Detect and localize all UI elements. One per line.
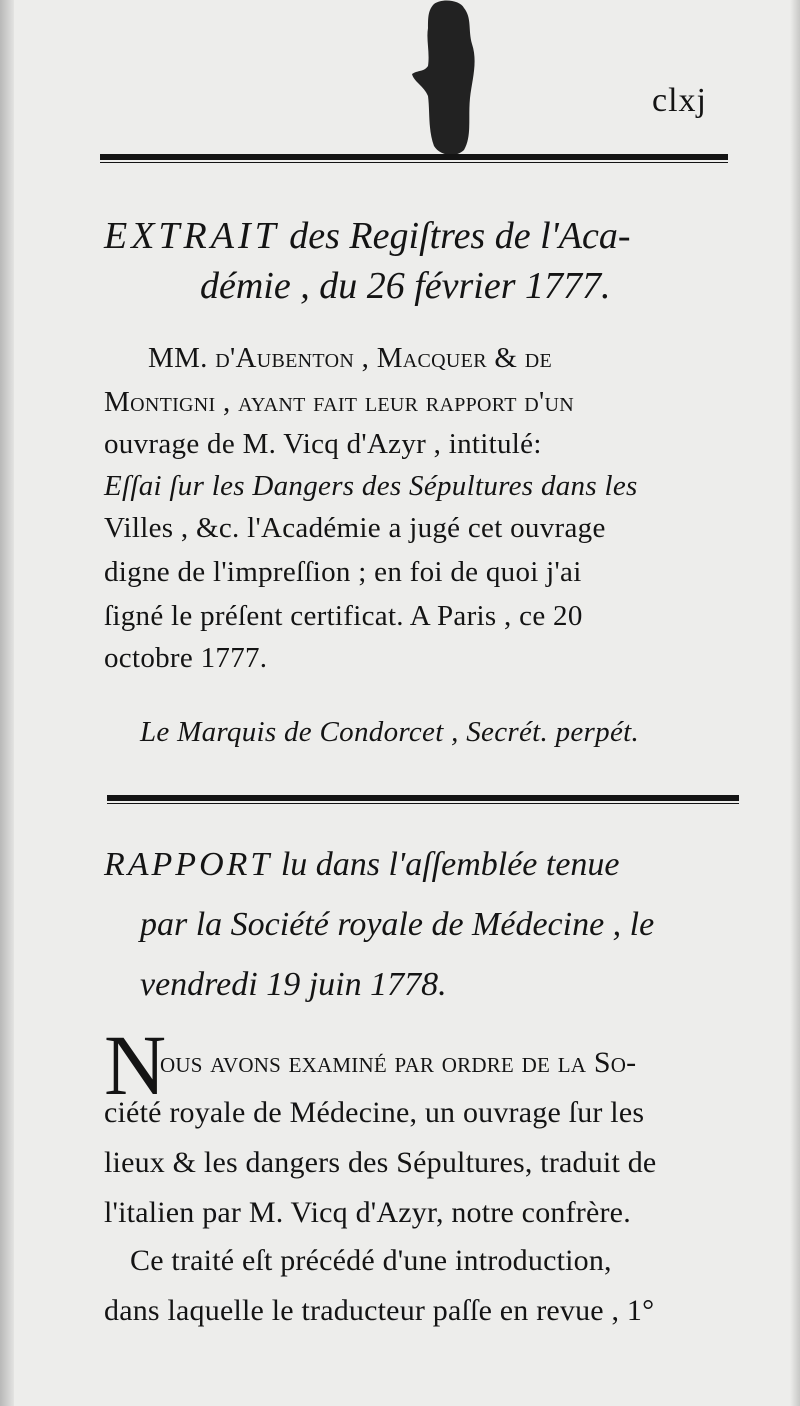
drop-cap-letter: N [104, 1017, 167, 1113]
rapport-heading-line-3: vendredi 19 juin 1778. [140, 966, 447, 1003]
section-rule [107, 795, 739, 801]
rapport-body-line: dans laquelle le traducteur paſſe en revue , 1° [104, 1294, 655, 1327]
extrait-body-line: MM. d'Aubenton , Macquer & de [148, 342, 553, 374]
extrait-body-line: Villes , &c. l'Académie a jugé cet ouvrage [104, 512, 606, 544]
extrait-body-line: Montigni , ayant fait leur rapport d'un [104, 386, 575, 418]
rapport-body-line: ciété royale de Médecine, un ouvrage ſur les [104, 1096, 645, 1129]
page-binding-shadow [0, 0, 14, 1406]
extrait-body-line: octobre 1777. [104, 642, 268, 674]
rapport-heading-caps: RAPPORT [104, 846, 273, 883]
rapport-body-line: Ce traité eſt précédé d'une introduction, [130, 1244, 612, 1277]
rapport-first-line-text: ous avons examiné par ordre de la So- [160, 1046, 637, 1079]
extrait-body-line: ouvrage de M. Vicq d'Azyr , intitulé: [104, 428, 542, 460]
extrait-body-line: ſigné le préſent certificat. A Paris , ce 20 [104, 600, 583, 632]
ink-stain-mark [412, 0, 482, 158]
header-rule-thin [100, 162, 728, 163]
extrait-heading-line-2: démie , du 26 février 1777. [200, 265, 611, 307]
extrait-heading-rest: des Regiſtres de l'Aca- [279, 215, 631, 257]
extrait-heading-caps: EXTRAIT [104, 215, 280, 257]
extrait-body-line: digne de l'impreſſion ; en foi de quoi j'ai [104, 556, 582, 588]
extrait-signature: Le Marquis de Condorcet , Secrét. perpét. [140, 716, 640, 748]
section-rule-thin [107, 803, 739, 804]
extrait-heading-line-1 [104, 214, 631, 258]
rapport-first-line [160, 1046, 636, 1080]
page-edge-shadow [790, 0, 800, 1406]
rapport-heading-line-1 [104, 846, 620, 884]
rapport-heading-rest: lu dans l'aſſemblée tenue [272, 846, 620, 883]
header-rule [100, 154, 728, 160]
rapport-heading-line-2: par la Société royale de Médecine , le [140, 906, 655, 943]
page-number: clxj [652, 82, 707, 119]
rapport-body-line: l'italien par M. Vicq d'Azyr, notre confrère. [104, 1196, 631, 1229]
rapport-body-line: lieux & les dangers des Sépultures, traduit de [104, 1146, 657, 1179]
extrait-body-line: Eſſai ſur les Dangers des Sépultures dans les [104, 470, 638, 502]
